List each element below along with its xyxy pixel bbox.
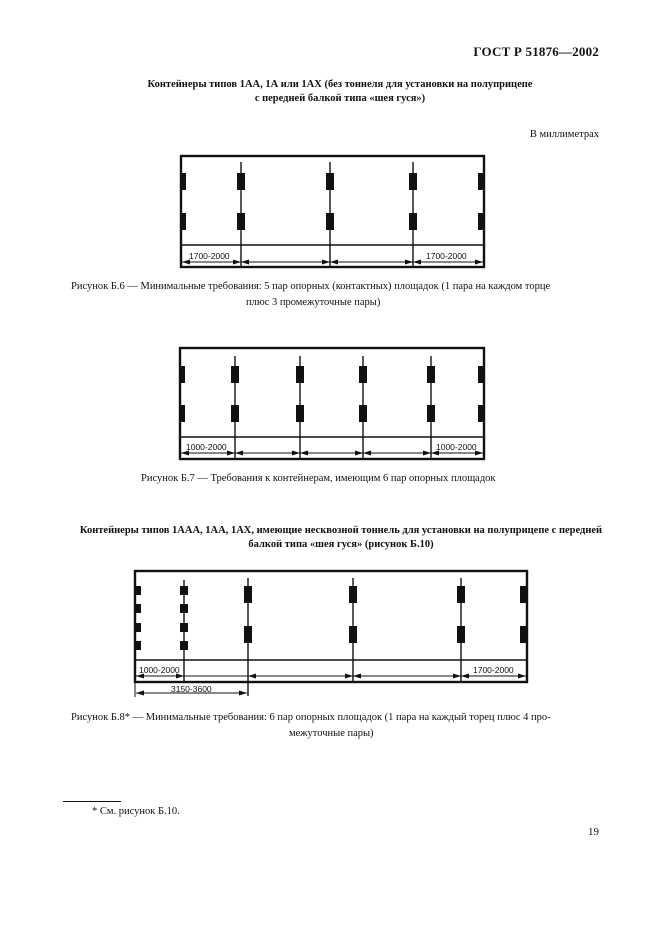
arrow [363, 451, 371, 456]
support-pad [231, 405, 239, 422]
support-pad [135, 586, 141, 595]
arrow [239, 691, 247, 696]
arrow [322, 260, 330, 265]
arrow [248, 674, 256, 679]
support-pad [478, 366, 483, 383]
support-pad [244, 586, 252, 603]
dimension-label-left: 1000-2000 [139, 665, 180, 675]
arrow [235, 451, 243, 456]
support-pad [326, 173, 334, 190]
support-pad [359, 366, 367, 383]
support-pad [180, 405, 185, 422]
support-pad [359, 405, 367, 422]
section-title-1-line2: с передней балкой типа «шея гуся») [254, 93, 426, 104]
arrow [292, 451, 300, 456]
figure-b8-container [135, 571, 527, 697]
support-pad [237, 213, 245, 230]
container-outline [135, 571, 527, 682]
figure-b8-caption-line1: Рисунок Б.8* — Минимальные требования: 6 пар опорных площадок (1 пара на каждый торец плюс 4 про- [71, 712, 551, 723]
arrow [355, 451, 363, 456]
support-pad [135, 623, 141, 632]
dimension-label-lower: 3150-3600 [171, 684, 212, 694]
support-pad [349, 626, 357, 643]
arrow [413, 260, 421, 265]
support-pad [180, 641, 188, 650]
arrow [136, 691, 144, 696]
support-pad [181, 173, 186, 190]
document-id: ГОСТ Р 51876—2002 [473, 44, 599, 59]
figure-b7-caption: Рисунок Б.7 — Требования к контейнерам, имеющим 6 пар опорных площадок [141, 473, 496, 484]
support-pad [520, 626, 526, 643]
support-pad [326, 213, 334, 230]
arrow [353, 674, 361, 679]
support-pad [135, 604, 141, 613]
figure-b6-caption-line1: Рисунок Б.6 — Минимальные требования: 5 пар опорных (контактных) площадок (1 пара на каждом торце [71, 281, 551, 292]
page-number: 19 [588, 826, 599, 838]
figure-b8-caption-line2: межуточные пары) [289, 728, 374, 739]
support-pad [349, 586, 357, 603]
arrow [345, 674, 353, 679]
arrow [300, 451, 308, 456]
arrow [453, 674, 461, 679]
support-pad [409, 213, 417, 230]
arrow [227, 451, 235, 456]
support-pad [231, 366, 239, 383]
section-title-2 [58, 524, 624, 552]
support-pad [296, 405, 304, 422]
arrow [233, 260, 241, 265]
dimension-label-right: 1700-2000 [473, 665, 514, 675]
support-pad [457, 586, 465, 603]
support-pad [427, 405, 435, 422]
support-pad [427, 366, 435, 383]
support-pad [237, 173, 245, 190]
figure-b6-caption-line2: плюс 3 промежуточные пары) [246, 297, 381, 308]
support-pad [520, 586, 526, 603]
arrow [330, 260, 338, 265]
support-pad [180, 586, 188, 595]
dimension-label-right: 1000-2000 [436, 442, 477, 452]
footnote-separator [63, 801, 121, 802]
arrow [241, 260, 249, 265]
support-pad [478, 213, 483, 230]
dimension-label-right: 1700-2000 [426, 251, 467, 261]
support-pad [478, 173, 483, 190]
arrow [423, 451, 431, 456]
support-pad [180, 604, 188, 613]
support-pad [180, 366, 185, 383]
support-pad [457, 626, 465, 643]
dimension-label-left: 1000-2000 [186, 442, 227, 452]
arrow [405, 260, 413, 265]
dimension-label-left: 1700-2000 [189, 251, 230, 261]
support-pad [180, 623, 188, 632]
footnote: * См. рисунок Б.10. [92, 806, 180, 817]
support-pad [135, 641, 141, 650]
support-pad [181, 213, 186, 230]
arrow [475, 260, 483, 265]
support-pad [296, 366, 304, 383]
units-note: В миллиметрах [529, 129, 599, 140]
section-title-1-line1: Контейнеры типов 1АА, 1А или 1АХ (без тоннеля для установки на полуприцепе [147, 79, 533, 90]
support-pad [409, 173, 417, 190]
arrow [518, 674, 526, 679]
section-title-2-line2: балкой типа «шея гуся» (рисунок Б.10) [248, 539, 434, 550]
arrow [461, 674, 469, 679]
section-title-2-line1: Контейнеры типов 1ААА, 1АА, 1АХ, имеющие несквозной тоннель для установки на полуприцепе с передней [79, 525, 603, 536]
support-pad [244, 626, 252, 643]
support-pad [478, 405, 483, 422]
